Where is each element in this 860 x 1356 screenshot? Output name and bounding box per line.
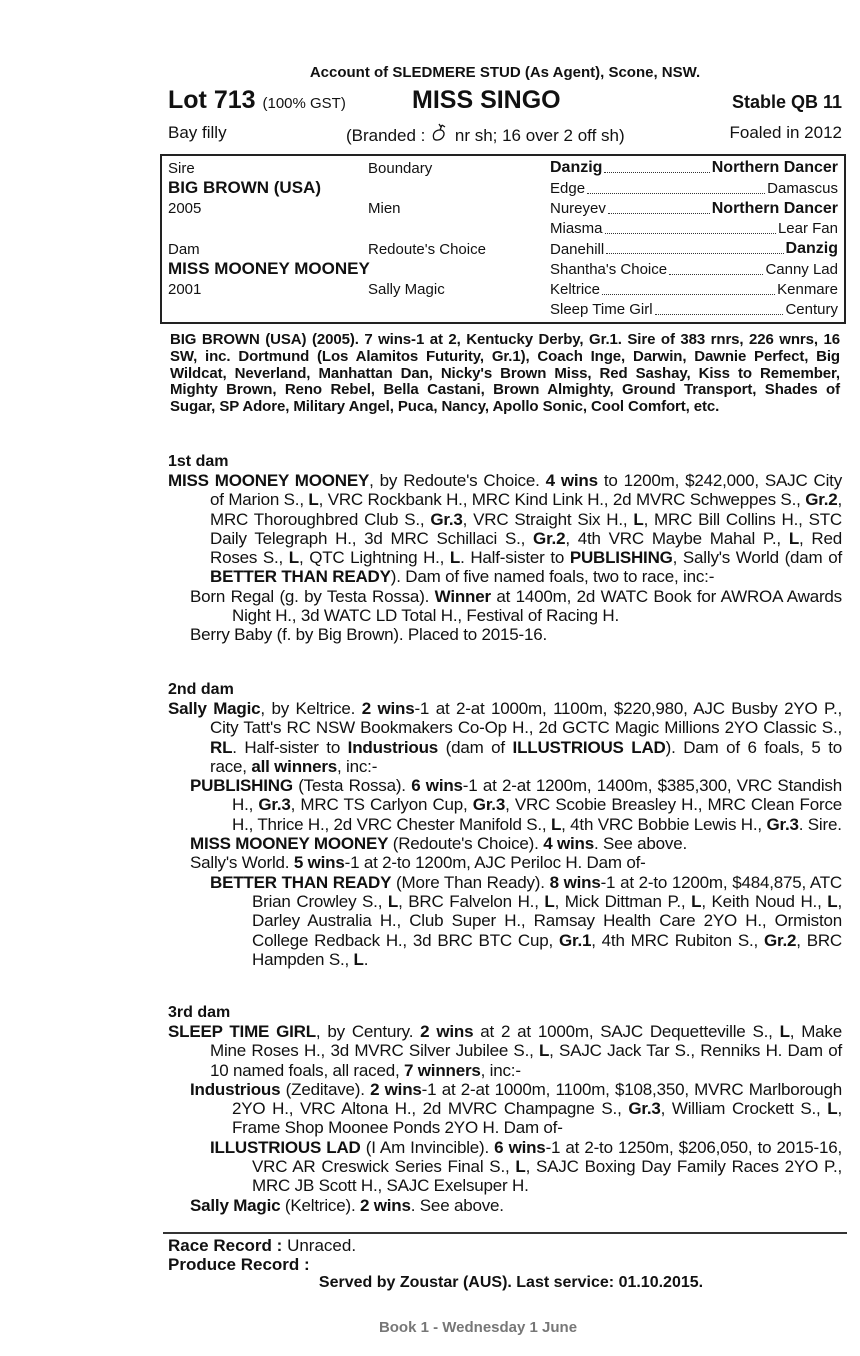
third-dam-section [168,1004,842,1215]
text: , SAJC Jack Tar S., Renniks H. Dam of 10 named foals, all raced, [210,1041,842,1080]
dam-year: 2001 [168,281,202,299]
bold-text: RL [210,737,233,757]
ancestor-sire: Canny Lad [765,260,838,278]
text: . Sire. [798,814,842,834]
race-record-label: Race Record : [168,1236,283,1255]
pedigree-ancestor [550,259,838,279]
bold-text: L [550,814,562,834]
dot-leader [587,193,765,194]
text: Berry Baby (f. by Big Brown). Placed to 2015-16. [190,625,548,645]
text: , William Crockett S., [660,1099,828,1119]
text: , VRC Rockbank H., MRC Kind Link H., 2d MVRC Schweppes S., [318,490,806,510]
family-entry [168,853,842,872]
horse-name: MISS SINGO [412,86,561,114]
family-entry [168,1138,842,1196]
text: , by Keltrice. [260,699,362,718]
text: -1 at 2-at 1000m, 1100m, $220,980, AJC Busby 2YO P., City Tatt's RC NSW Bookmakers Co-Op H., 2d GCTC Magic Millions 2YO Classic S., [210,699,843,738]
dot-leader [604,172,709,173]
text: -1 at 2-to 1200m, $484,875, ATC Brian Crowley S., [252,872,842,911]
family-entry [168,587,842,626]
text: . See above. [593,834,688,854]
text: . Half-sister to [460,548,570,568]
bold-text: Gr.2 [763,930,797,950]
family-entry [168,873,842,969]
bold-text: BETTER THAN READY [210,567,391,587]
sire-summary: BIG BROWN (USA) (2005). 7 wins-1 at 2, Kentucky Derby, Gr.1. Sire of 383 rnrs, 226 wnrs, 16 SW, inc. Dortmund (Los Alamitos Futurity, Gr.1), Coach Inge, Darwin, Dawnie Perfect, Big Wildcat, Neverland, Manhattan Dan, Nicky's Brown Miss, Red Sashay, Kiss to Remember, Mighty Brown, Reno Rebel, Bella Castani, Brown Almighty, Ground Transport, Shades of Sugar, SP Adore, Military Angel, Puca, Nancy, Apollo Sonic, Cool Comfort, etc. [170,331,840,416]
bold-text: 2 wins [359,1195,411,1215]
text: -1 at 2-at 1200m, 1400m, $385,300, VRC Standish H., [232,776,842,815]
bold-text: Sally Magic [190,1195,281,1215]
bold-text: ILLUSTRIOUS LAD [512,737,666,757]
stable-number: Stable QB 11 [731,92,842,112]
dam-heading: 1st dam [168,453,229,470]
ancestor-name: Keltrice [550,281,601,299]
bold-text: L [449,548,461,568]
bold-text: Gr.3 [430,509,463,529]
bold-text: L [515,1157,526,1177]
brand-prefix: (Branded : [346,126,426,145]
pedigree-ancestor [550,158,838,178]
bold-text: Gr.1 [558,930,592,950]
service-note: Served by Zoustar (AUS). Last service: 01.10.2015. [318,1274,704,1291]
bold-text: L [387,891,399,911]
dot-leader [602,294,775,295]
family-entry [168,1196,842,1215]
ancestor-sire: Century [785,301,838,319]
text: , Keith Noud H., [701,891,828,911]
bold-text: 8 wins [549,872,601,892]
text: at 2 at 1000m, SAJC Dequetteville S., [473,1022,780,1041]
family-entry [168,1080,842,1138]
second-dam-section [168,681,842,969]
brand-mark-icon [430,123,450,143]
text: , 4th MRC Rubiton S., [591,930,764,950]
text: , MRC Bill Collins H., STC Daily Telegraph H., 3d MRC Schillaci S., [210,509,842,548]
text: , by Redoute's Choice. [369,471,546,490]
sire-year: 2005 [168,200,202,218]
ancestor-name: Danzig [550,159,603,177]
bold-text: L [308,490,319,510]
bold-text: 7 winners [404,1060,481,1080]
text: Born Regal (g. by Testa Rossa). [190,586,435,606]
divider [163,1232,847,1234]
pedigree-ancestor [550,199,838,219]
bold-text: Gr.3 [472,795,506,815]
bold-text: 2 wins [420,1022,474,1041]
text: -1 at 2-to 1200m, AJC Periloc H. Dam of- [344,853,646,873]
text: ). Dam of five named foals, two to race, inc:- [390,567,715,587]
text: (More Than Ready). [391,872,550,892]
text: (dam of [438,737,513,757]
sex-colour: Bay filly [168,123,227,142]
foaled-year: Foaled in 2012 [729,123,842,142]
ancestor-name: Danehill [550,240,605,258]
text: , VRC Scobie Breasley H., MRC Clean Force H., Thrice H., 2d VRC Chester Manifold S., [232,795,842,834]
text: , BRC Hampden S., [252,930,842,969]
text: , Frame Shop Moonee Ponds 2YO H. Dam of- [232,1099,842,1138]
dam-heading: 2nd dam [168,681,234,698]
bold-text: 5 wins [293,853,345,873]
sire-label: Sire [168,159,195,177]
text: (I Am Invincible). [360,1137,495,1157]
lot-number [168,86,346,115]
dot-leader [606,253,783,254]
bold-text: Gr.2 [805,490,838,510]
bold-text: 4 wins [545,471,598,490]
page-footer: Book 1 - Wednesday 1 June [378,1319,578,1336]
brand-suffix: nr sh; 16 over 2 off sh) [454,126,625,145]
bold-text: L [633,509,644,529]
brand-description [346,123,625,146]
sire-dam: Mien [368,200,401,218]
bold-text: ILLUSTRIOUS LAD [210,1137,361,1157]
dam-dam: Sally Magic [368,281,445,299]
text: to 1200m, $242,000, SAJC City of Marion S., [210,471,843,510]
text: , MRC TS Carlyon Cup, [290,795,473,815]
text: , 4th VRC Maybe Mahal P., [565,528,789,548]
bold-text: L [353,949,364,969]
text: , Make Mine Roses H., 3d MVRC Silver Jubilee S., [210,1022,842,1061]
pedigree-ancestor [550,239,838,259]
ancestor-sire: Kenmare [777,281,838,299]
text: , MRC Thoroughbred Club S., [210,490,842,529]
text: , Darley Australia H., Club Super H., Ramsay Health Care 2YO H., Ormiston College Redback H., 3d BRC BTC Cup, [252,891,842,950]
bold-text: L [779,1022,790,1041]
bold-text: L [538,1041,550,1061]
bold-text: L [691,891,702,911]
family-entry [168,625,842,644]
ancestor-name: Nureyev [550,200,606,218]
pedigree-ancestor [550,219,838,239]
ancestor-sire: Damascus [767,179,838,197]
first-dam-section [168,453,842,645]
bold-text: 2 wins [370,1079,422,1099]
dam-heading: 3rd dam [168,1004,231,1021]
bold-text: L [288,548,299,568]
text: , SAJC Boxing Day Family Races 2YO P., MRC JB Scott H., SAJC Exelsuper H. [252,1157,843,1196]
text: Sally's World. [190,853,294,873]
gst-note: (100% GST) [262,95,346,112]
bold-text: L [788,528,799,548]
dot-leader [669,274,763,275]
horse-description [168,123,842,145]
text: , BRC Falvelon H., [398,891,545,911]
bold-text: Gr.3 [258,795,291,815]
bold-text: MISS MOONEY MOONEY [190,834,389,854]
dot-leader [605,233,776,234]
text: , Mick Dittman P., [554,891,692,911]
pedigree-table [160,154,846,324]
ancestor-name: Shantha's Choice [550,260,668,278]
bold-text: L [827,891,838,911]
text: (Keltrice). [280,1195,360,1215]
bold-text: 2 wins [361,699,415,718]
ancestor-name: Edge [550,179,586,197]
bold-text: PUBLISHING [569,548,673,568]
vendor-account: Account of SLEDMERE STUD (As Agent), Scone, NSW. [309,64,701,81]
text: , inc:- [337,756,378,776]
ancestor-sire: Danzig [785,240,838,258]
text: . See above. [410,1195,504,1215]
dam-label: Dam [168,240,200,258]
text: (Zeditave). [280,1079,371,1099]
text: at 1400m, 2d WATC Book for AWROA Awards Night H., 3d WATC LD Total H., Festival of Racing H. [232,586,842,626]
bold-text: L [827,1099,838,1119]
family-entry [168,699,842,776]
dam-name: MISS MOONEY MOONEY [168,259,370,279]
bold-text: PUBLISHING [190,776,293,796]
bold-text: Industrious [347,737,439,757]
dot-leader [608,213,710,214]
pedigree-ancestor [550,280,838,300]
bold-text: Sally Magic [168,699,261,718]
family-entry [168,776,842,834]
text: , Red Roses S., [210,528,842,568]
ancestor-sire: Lear Fan [777,220,838,238]
text: -1 at 2-at 1000m, 1100m, $108,350, MVRC Marlborough 2YO H., VRC Altona H., 2d MVRC Champagne S., [232,1079,843,1119]
text: , 4th VRC Bobbie Lewis H., [561,814,767,834]
dot-leader [655,314,784,315]
sire-name: BIG BROWN (USA) [168,178,321,198]
bold-text: all winners [251,756,337,776]
text: . Half-sister to [232,737,348,757]
bold-text: 6 wins [411,776,463,796]
text: -1 at 2-to 1250m, $206,050, to 2015-16, VRC AR Creswick Series Final S., [252,1137,842,1177]
dam-sire: Redoute's Choice [368,240,486,258]
ancestor-sire: Northern Dancer [711,159,838,177]
records [168,1236,842,1274]
race-record-value: Unraced. [287,1236,357,1255]
family-entry [168,1022,842,1080]
pedigree-ancestor [550,300,838,320]
text: , inc:- [480,1060,521,1080]
pedigree-ancestor [550,178,838,198]
bold-text: BETTER THAN READY [210,872,392,892]
family-entry [168,834,842,853]
produce-record-label: Produce Record : [168,1255,310,1274]
text: , VRC Straight Six H., [462,509,634,529]
lot-label: Lot 713 [168,86,256,114]
bold-text: Industrious [190,1079,281,1099]
family-entry [168,471,842,587]
bold-text: Gr.3 [766,814,799,834]
text: (Testa Rossa). [292,776,412,796]
ancestor-sire: Northern Dancer [711,199,838,217]
ancestor-name: Sleep Time Girl [550,301,653,319]
bold-text: 4 wins [543,834,594,854]
bold-text: L [544,891,555,911]
text: , Sally's World (dam of [672,548,842,568]
bold-text: SLEEP TIME GIRL [168,1022,316,1041]
text: , by Century. [315,1022,421,1041]
race-record [168,1236,842,1255]
bold-text: Gr.3 [628,1099,661,1119]
text: (Redoute's Choice). [388,834,544,854]
lot-header [168,86,842,118]
bold-text: MISS MOONEY MOONEY [168,471,370,490]
sire-sire: Boundary [368,159,433,177]
text: . [363,949,369,969]
text: ). Dam of 6 foals, 5 to race, [210,737,842,776]
bold-text: 6 wins [494,1137,546,1157]
bold-text: Winner [434,586,491,606]
ancestor-name: Miasma [550,220,603,238]
bold-text: Gr.2 [533,528,566,548]
text: , QTC Lightning H., [298,548,450,568]
